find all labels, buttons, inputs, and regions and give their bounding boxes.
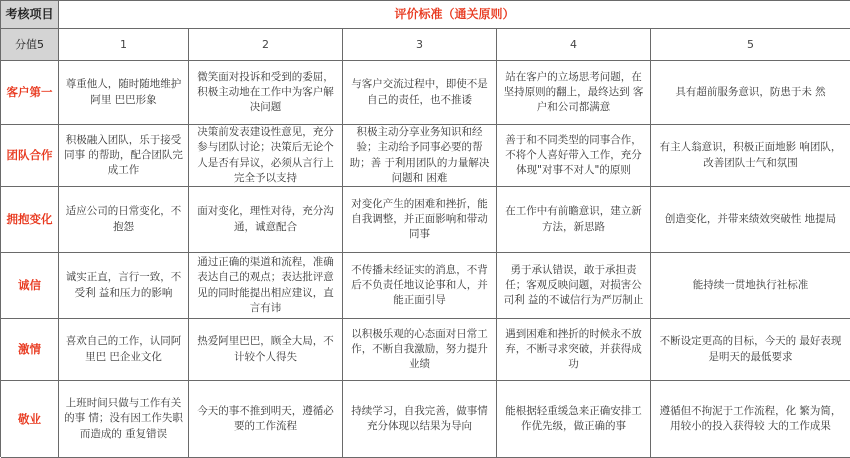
table-cell: 适应公司的日常变化，不抱怨 bbox=[59, 187, 189, 253]
table-cell: 创造变化，并带来绩效突破性 地提局 bbox=[651, 187, 850, 253]
row-label-teamwork: 团队合作 bbox=[1, 125, 59, 187]
table-cell: 在工作中有前瞻意识，建立新 方法，新思路 bbox=[497, 187, 651, 253]
row-label-dedication: 敬业 bbox=[1, 381, 59, 458]
table-cell: 面对变化，理性对待，充分沟 通，诚意配合 bbox=[189, 187, 343, 253]
table-cell: 与客户交流过程中，即使不是 自己的责任，也不推诿 bbox=[343, 61, 497, 125]
table-cell: 喜欢自己的工作，认同阿里巴 巴企业文化 bbox=[59, 319, 189, 381]
table-cell: 持续学习，自我完善，做事情 充分体现以结果为导向 bbox=[343, 381, 497, 458]
row-label-integrity: 诚信 bbox=[1, 253, 59, 319]
row-label-customer-first: 客户第一 bbox=[1, 61, 59, 125]
table-cell: 决策前发表建设性意见，充分 参与团队讨论；决策后无论个 人是否有异议，必须从言行上 完全予以支持 bbox=[189, 125, 343, 187]
table-cell: 站在客户的立场思考问题，在 坚持原则的翻上，最终达到 客户和公司都满意 bbox=[497, 61, 651, 125]
corner-header: 考核项目 bbox=[1, 1, 59, 29]
table-cell: 能持续一贯地执行社标准 bbox=[651, 253, 850, 319]
table-cell: 尊重他人，随时随地维护阿里 巴巴形象 bbox=[59, 61, 189, 125]
table-cell: 不断设定更高的目标，今天的 最好表现是明天的最低要求 bbox=[651, 319, 850, 381]
row-label-passion: 激情 bbox=[1, 319, 59, 381]
table-title: 评价标准（通关原则） bbox=[59, 1, 850, 29]
table-cell: 上班时间只做与工作有关的事 情；没有因工作失职而造成的 重复错误 bbox=[59, 381, 189, 458]
table-cell: 今天的事不推到明天，遵循必 要的工作流程 bbox=[189, 381, 343, 458]
table-cell: 遵循但不拘泥于工作流程，化 繁为简，用较小的投入获得较 大的工作成果 bbox=[651, 381, 850, 458]
table-cell: 具有超前服务意识，防患于未 然 bbox=[651, 61, 850, 125]
table-cell: 微笑面对投诉和受到的委屈，积极主动地在工作中为客户解 决问题 bbox=[189, 61, 343, 125]
score-5: 5 bbox=[651, 29, 850, 61]
table-cell: 有主人翁意识，积极正面地影 响团队，改善团队士气和氛围 bbox=[651, 125, 850, 187]
table-cell: 勇于承认错误，敢于承担责任；客观反映问题，对损害公司利 益的不诚信行为严厉制止 bbox=[497, 253, 651, 319]
table-cell: 通过正确的渠道和流程，准确 表达自己的观点；表达批评意 见的同时能提出相应建议，直 言有讳 bbox=[189, 253, 343, 319]
table-cell: 热爱阿里巴巴，顾全大局，不 计较个人得失 bbox=[189, 319, 343, 381]
table-cell: 积极主动分享业务知识和经验；主动给予同事必要的帮助；善 于利用团队的力量解决问题和 困难 bbox=[343, 125, 497, 187]
table-cell: 善于和不同类型的同事合作，不将个人喜好带入工作，充分 体现"对事不对人"的原则 bbox=[497, 125, 651, 187]
score-2: 2 bbox=[189, 29, 343, 61]
table-cell: 不传播未经证实的消息，不背 后不负责任地议论事和人，并 能正面引导 bbox=[343, 253, 497, 319]
score-1: 1 bbox=[59, 29, 189, 61]
table-cell: 能根据轻重缓急来正确安排工 作优先级，做正确的事 bbox=[497, 381, 651, 458]
table-cell: 以积极乐观的心态面对日常工 作，不断自我激励，努力提升 业绩 bbox=[343, 319, 497, 381]
score-3: 3 bbox=[343, 29, 497, 61]
table-cell: 对变化产生的困难和挫折，能 自我调整，并正面影响和带动 同事 bbox=[343, 187, 497, 253]
row-label-embrace-change: 拥抱变化 bbox=[1, 187, 59, 253]
table-cell: 积极融入团队，乐于接受同事 的帮助，配合团队完成工作 bbox=[59, 125, 189, 187]
score-label: 分值5 bbox=[1, 29, 59, 61]
table-cell: 遇到困难和挫折的时候永不放 弃，不断寻求突破，并获得成 功 bbox=[497, 319, 651, 381]
table-cell: 诚实正直，言行一致，不受利 益和压力的影响 bbox=[59, 253, 189, 319]
score-4: 4 bbox=[497, 29, 651, 61]
